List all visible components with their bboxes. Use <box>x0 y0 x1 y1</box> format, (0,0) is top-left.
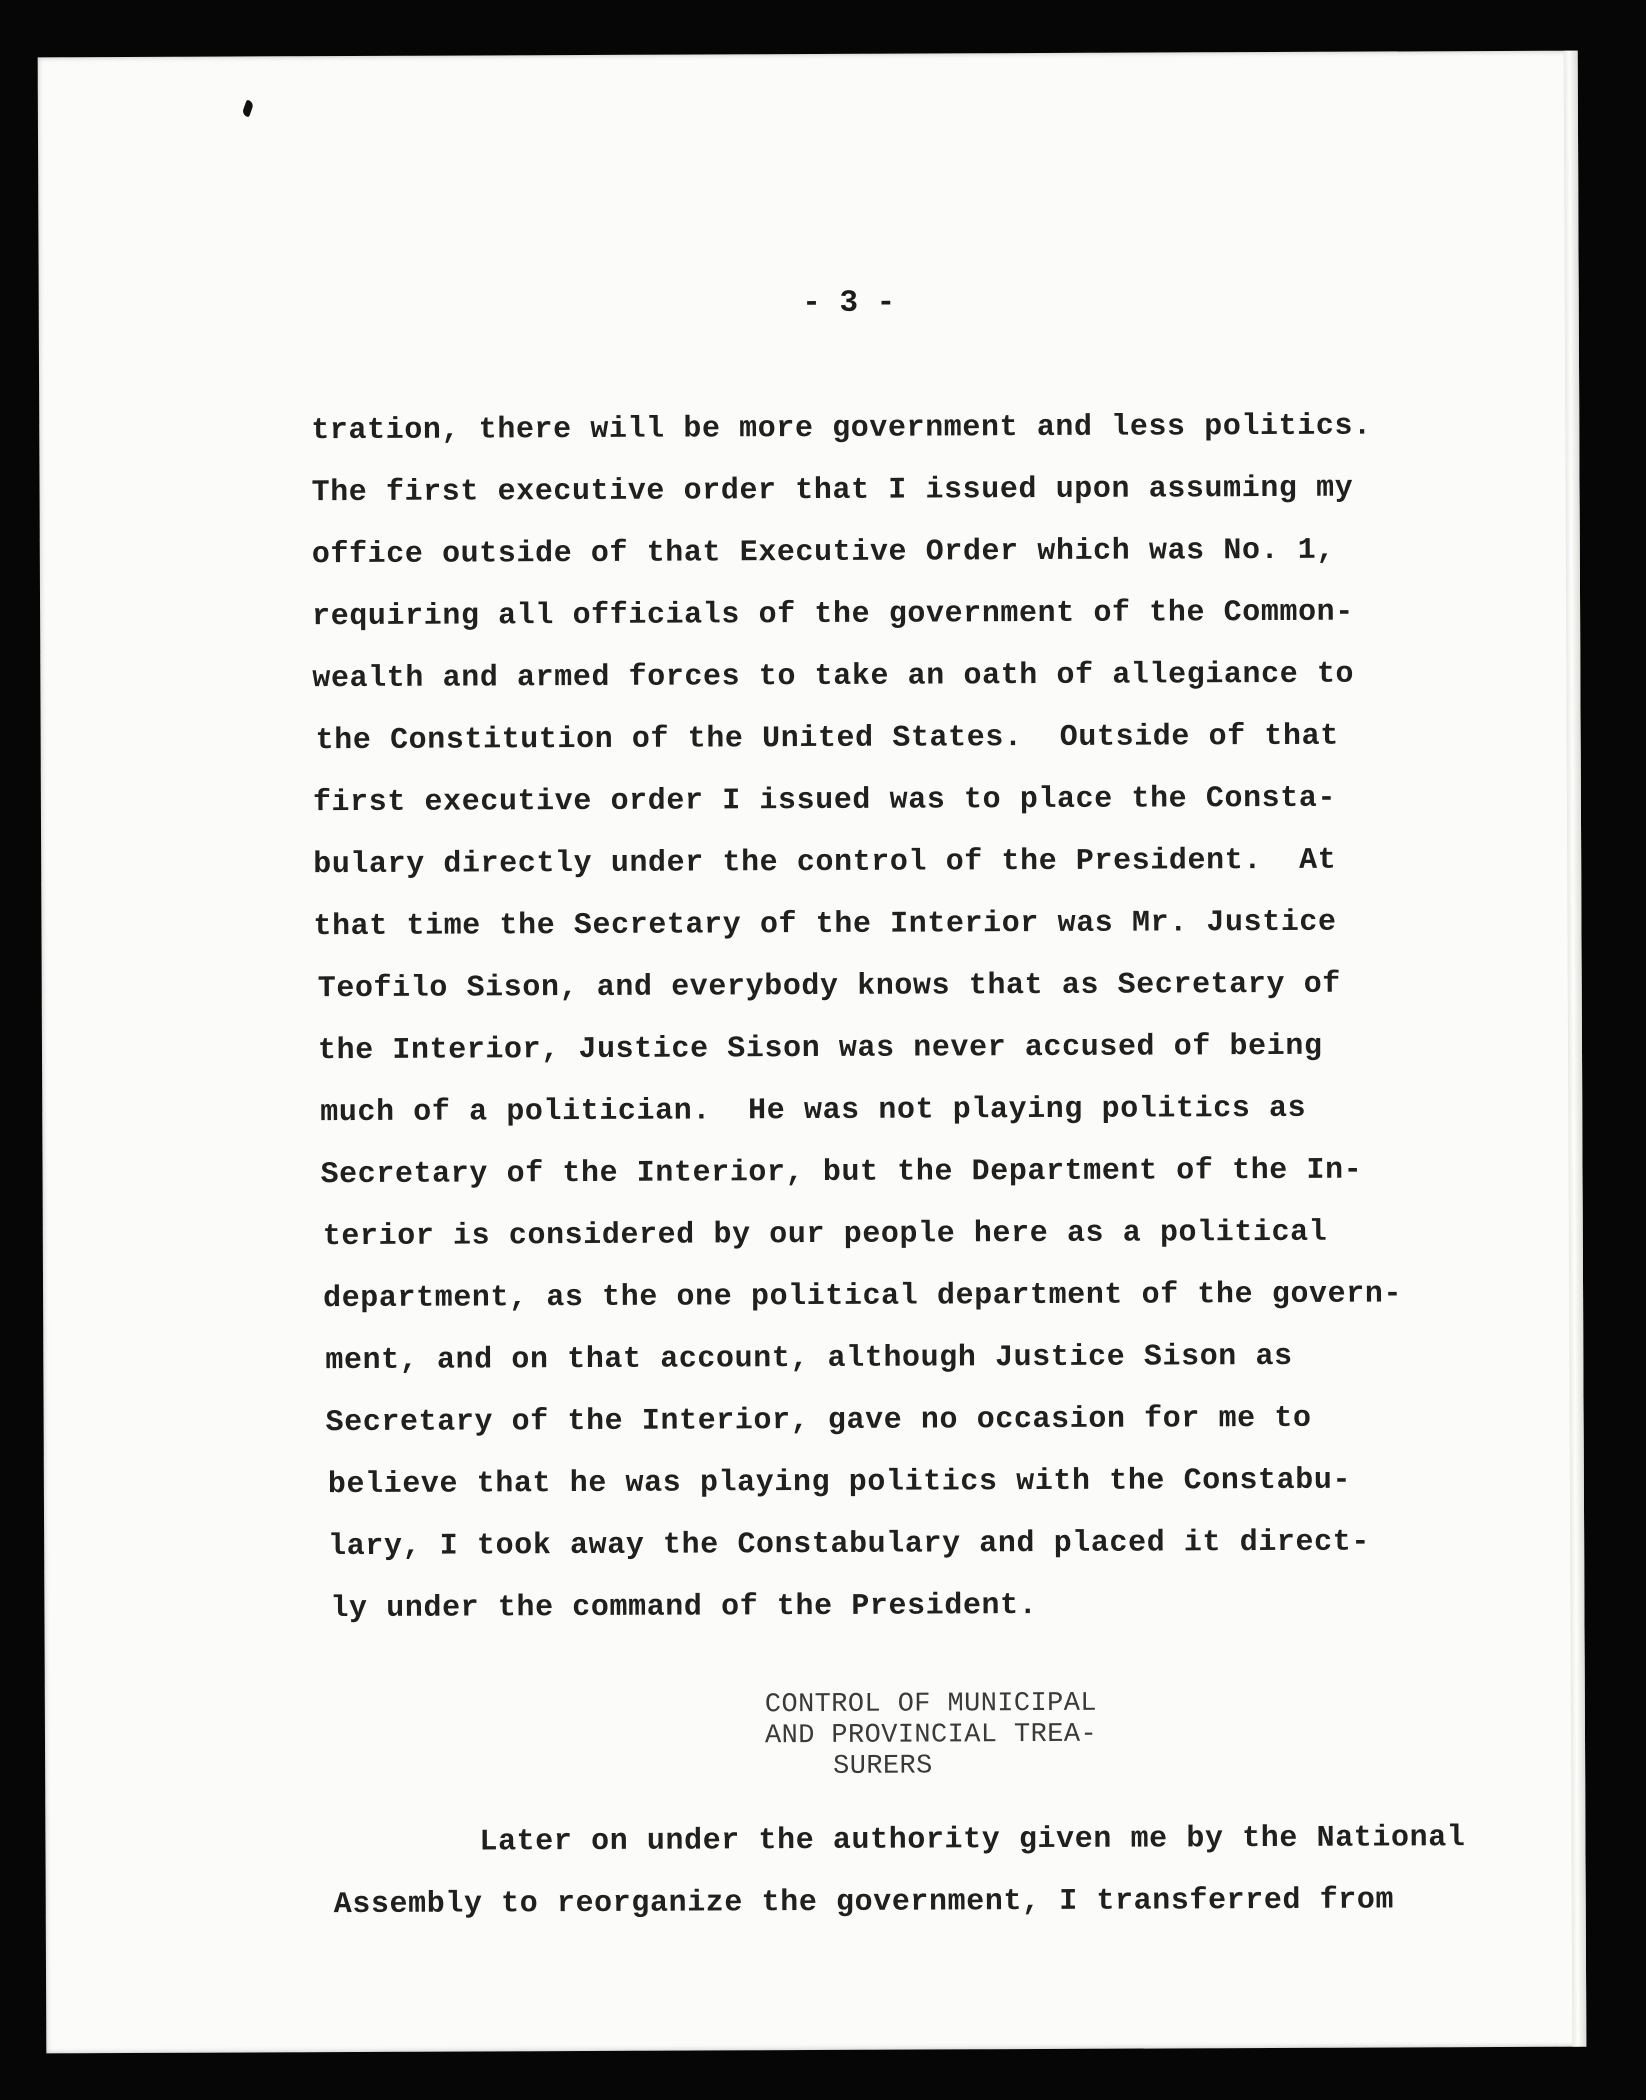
side-heading-line: SURERS <box>833 1751 933 1782</box>
body-line: believe that he was playing politics with the Constabu- <box>327 1463 1352 1503</box>
body-line: ment, and on that account, although Justice Sison as <box>325 1339 1293 1379</box>
body-line: terior is considered by our people here as a political <box>322 1215 1328 1255</box>
paragraph-line: Later on under the authority given me by the National <box>479 1821 1466 1860</box>
body-line: bulary directly under the control of the President. At <box>313 843 1337 883</box>
second-paragraph <box>333 1807 1514 1936</box>
document-page <box>38 51 1587 2054</box>
body-line: office outside of that Executive Order which was No. 1, <box>311 533 1336 573</box>
body-line: that time the Secretary of the Interior was Mr. Justice <box>313 905 1337 945</box>
side-heading-line: AND PROVINCIAL TREA- <box>764 1719 1098 1752</box>
body-line: wealth and armed forces to take an oath of allegiance to <box>312 657 1355 697</box>
page-edge <box>1564 51 1587 2047</box>
side-heading-line: CONTROL OF MUNICIPAL <box>764 1688 1097 1721</box>
body-line: ly under the command of the President. <box>330 1589 1038 1627</box>
body-line: Secretary of the Interior, gave no occasion for me to <box>325 1401 1312 1441</box>
body-line: first executive order I issued was to place the Consta- <box>312 781 1337 821</box>
page-number: - 3 - <box>802 285 896 322</box>
side-heading <box>765 1688 1205 1783</box>
ink-mark <box>241 100 254 118</box>
body-line: Teofilo Sison, and everybody knows that as Secretary of <box>317 967 1341 1007</box>
body-line: Secretary of the Interior, but the Department of the In- <box>320 1153 1363 1193</box>
body-line: The first executive order that I issued upon assuming my <box>311 471 1354 511</box>
body-line: much of a politician. He was not playing politics as <box>320 1091 1307 1131</box>
body-line: tration, there will be more government and less politics. <box>311 409 1372 449</box>
body-line: requiring all officials of the government of the Common- <box>312 595 1354 635</box>
body-line: the Interior, Justice Sison was never accused of being <box>317 1029 1323 1069</box>
body-line: department, as the one political department of the govern- <box>322 1277 1403 1317</box>
body-text <box>311 395 1466 1640</box>
paragraph-line: Assembly to reorganize the government, I transferred from <box>333 1883 1395 1923</box>
body-line: the Constitution of the United States. Outside of that <box>315 719 1339 759</box>
body-line: lary, I took away the Constabulary and placed it direct- <box>328 1525 1370 1565</box>
